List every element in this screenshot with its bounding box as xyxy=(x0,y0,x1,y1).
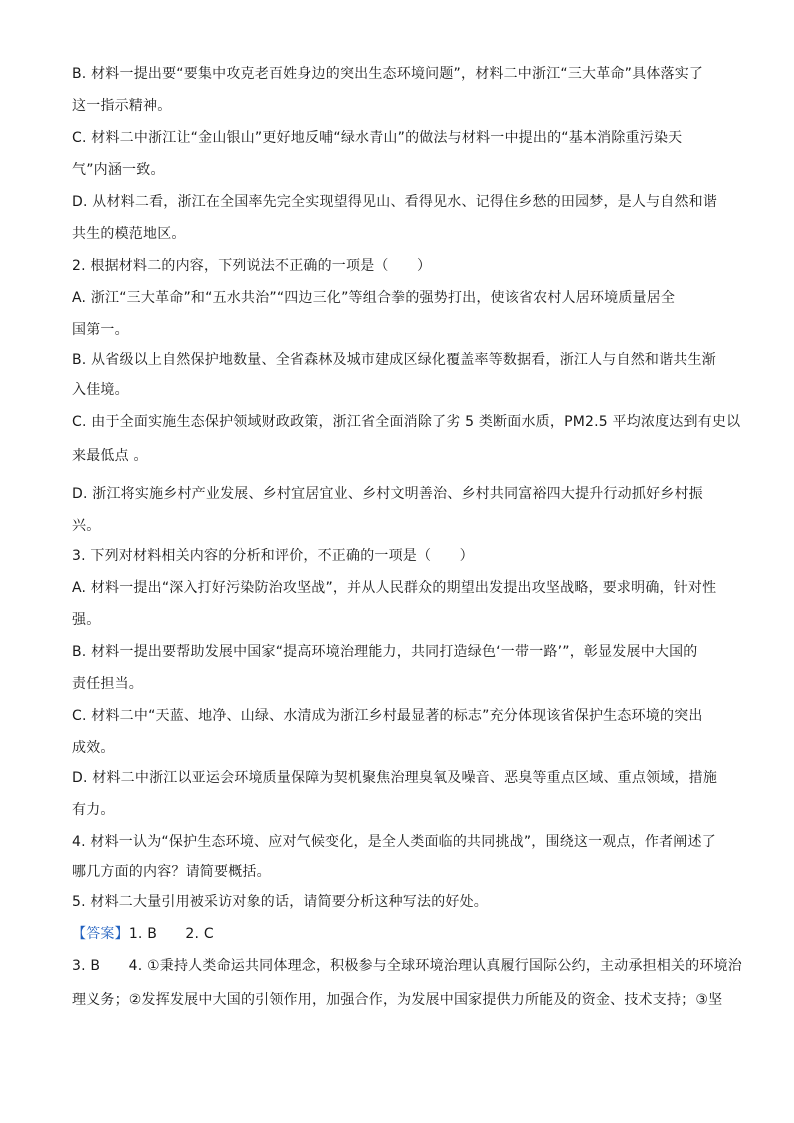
text-line: D. 浙江将实施乡村产业发展、乡村宜居宜业、乡村文明善治、乡村共同富裕四大提升行动抓好乡村振 xyxy=(72,486,703,502)
text-line: D. 从材料二看，浙江在全国率先完全实现望得见山、看得见水、记得住乡愁的田园梦，是人与自然和谐 xyxy=(72,194,718,210)
text-line: C. 材料二中“天蓝、地净、山绿、水清成为浙江乡村最显著的标志”充分体现该省保护生态环境的突出 xyxy=(72,708,703,724)
text-line: A. 浙江“三大革命”和“五水共治”“四边三化”等组合拳的强势打出，使该省农村人居环境质量居全 xyxy=(72,290,676,306)
text-line: 哪几方面的内容？请简要概括。 xyxy=(72,864,271,880)
text-line: B. 从省级以上自然保护地数量、全省森林及城市建成区绿化覆盖率等数据看，浙江人与自然和谐共生渐 xyxy=(72,352,716,368)
answer-text: 1. B 2. C xyxy=(128,926,214,942)
text-line: 3. B 4. ①秉持人类命运共同体理念，积极参与全球环境治理认真履行国际公约，主动承担相关的环境治 xyxy=(72,958,742,974)
text-line: 理义务；②发挥发展中大国的引领作用，加强合作，为发展中国家提供力所能及的资金、技术支持；③坚 xyxy=(72,992,723,1008)
text-line: 强。 xyxy=(72,612,101,628)
text-line: 这一指示精神。 xyxy=(72,98,172,114)
question-4: 4. 材料一认为“保护生态环境、应对气候变化，是全人类面临的共同挑战”，围绕这一观点，作者阐述了 xyxy=(72,834,716,850)
text-line: 有力。 xyxy=(72,802,115,818)
text-line: A. 材料一提出“深入打好污染防治攻坚战”，并从人民群众的期望出发提出攻坚战略，要求明确，针对性 xyxy=(72,580,717,596)
question-5: 5. 材料二大量引用被采访对象的话，请简要分析这种写法的好处。 xyxy=(72,894,489,910)
text-line: C. 材料二中浙江让“金山银山”更好地反哺“绿水青山”的做法与材料一中提出的“基本消除重污染天 xyxy=(72,130,683,146)
text-line: B. 材料一提出要帮助发展中国家“提高环境治理能力，共同打造绿色‘一带一路’”，彰显发展中大国的 xyxy=(72,644,698,660)
text-line: B. 材料一提出要“要集中攻克老百姓身边的突出生态环境问题”，材料二中浙江“三大革命”具体落实了 xyxy=(72,66,704,82)
text-line: 国第一。 xyxy=(72,322,129,338)
text-line: 来最低点 。 xyxy=(72,448,148,464)
text-line: D. 材料二中浙江以亚运会环境质量保障为契机聚焦治理臭氧及噪音、恶臭等重点区域、重点领域，措施 xyxy=(72,770,718,786)
question-3: 3. 下列对材料相关内容的分析和评价，不正确的一项是（ ） xyxy=(72,548,474,564)
text-line: 责任担当。 xyxy=(72,676,143,692)
text-line: 成效。 xyxy=(72,740,115,756)
text-line: 共生的模范地区。 xyxy=(72,226,186,242)
answer-line xyxy=(72,924,214,944)
text-line: 兴。 xyxy=(72,518,101,534)
answer-label: 【答案】 xyxy=(72,926,129,942)
text-line: C. 由于全面实施生态保护领域财政政策，浙江省全面消除了劣 5 类断面水质，PM2.5 平均浓度达到有史以 xyxy=(72,414,741,430)
question-2: 2. 根据材料二的内容，下列说法不正确的一项是（ ） xyxy=(72,258,432,274)
text-line: 入佳境。 xyxy=(72,382,129,398)
text-line: 气”内涵一致。 xyxy=(72,162,165,178)
